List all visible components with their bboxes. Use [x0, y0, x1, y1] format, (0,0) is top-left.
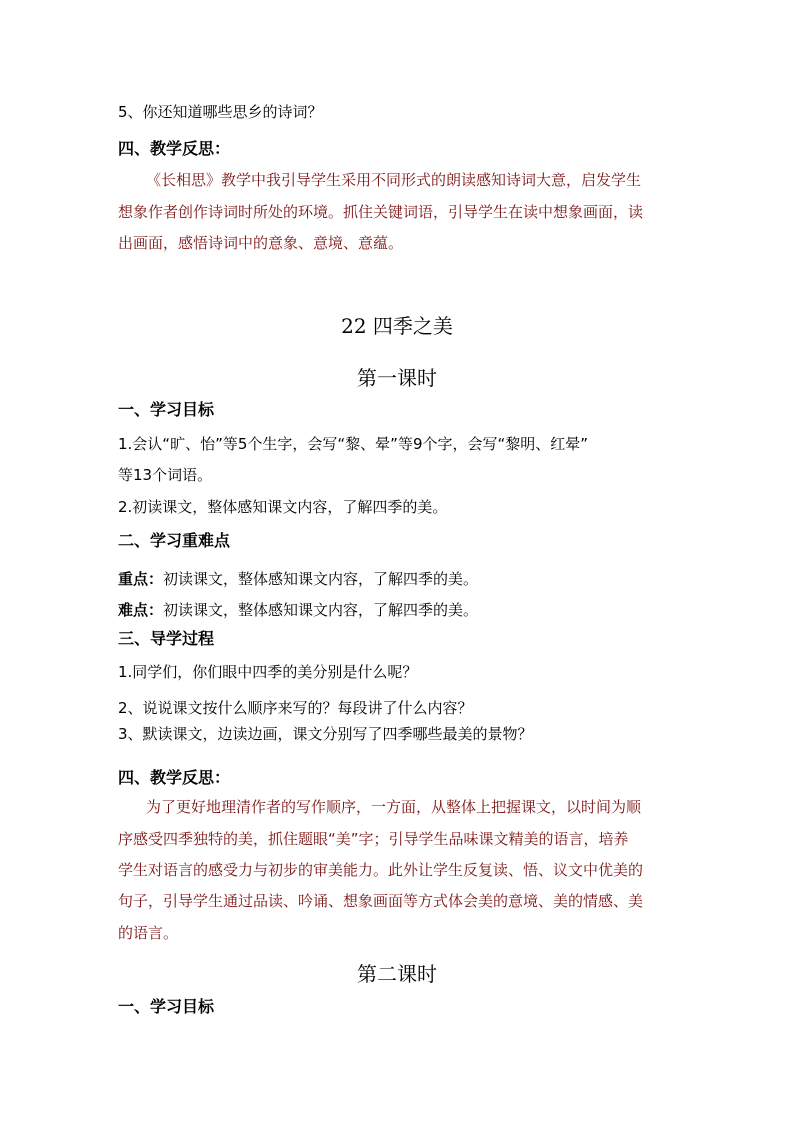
process-item: 2、说说课文按什么顺序来写的？每段讲了什么内容？ [118, 699, 473, 717]
period-title-2: 第二课时 [357, 962, 437, 986]
question-5: 5、你还知道哪些思乡的诗词？ [118, 103, 323, 121]
section-heading-process: 三、导学过程 [118, 629, 215, 648]
section-heading-reflection: 四、教学反思： [118, 139, 231, 158]
goal-2: 2.初读课文，整体感知课文内容，了解四季的美。 [118, 498, 448, 516]
process-item: 3、默读课文，边读边画，课文分别写了四季哪些最美的景物？ [118, 725, 533, 743]
lesson-title: 22 四季之美 [341, 314, 453, 338]
reflection-line: 想象作者创作诗词时所处的环境。抓住关键词语，引导学生在读中想象画面，读 [118, 203, 644, 221]
reflection-2-line: 为了更好地理清作者的写作顺序，一方面，从整体上把握课文，以时间为顺 [146, 798, 642, 816]
reflection-line: 《长相思》教学中我引导学生采用不同形式的朗读感知诗词大意，启发学生 [146, 171, 642, 189]
reflection-2-line: 句子，引导学生通过品读、吟诵、想象画面等方式体会美的意境、美的情感、美 [118, 892, 644, 910]
process-item: 1.同学们，你们眼中四季的美分别是什么呢？ [118, 663, 418, 681]
reflection-2-line: 学生对语言的感受力与初步的审美能力。此外让学生反复读、悟、议文中优美的 [118, 861, 644, 879]
key-point-text: 初读课文，整体感知课文内容，了解四季的美。 [163, 570, 479, 588]
key-point-label: 重点： [118, 570, 164, 588]
section-heading-key-points: 二、学习重难点 [118, 531, 231, 550]
reflection-line: 出画面，感悟诗词中的意象、意境、意蕴。 [118, 234, 404, 252]
goal-1-line-1: 1.会认“旷、怡”等5个生字，会写“黎、晕”等9个字，会写“黎明、红晕” [118, 435, 589, 453]
reflection-2-line: 的语言。 [118, 924, 179, 942]
period-title-1: 第一课时 [357, 366, 437, 390]
section-heading-reflection-2: 四、教学反思： [118, 768, 231, 787]
difficult-point-label: 难点： [118, 601, 164, 619]
difficult-point [118, 600, 478, 620]
section-heading-goals: 一、学习目标 [118, 400, 215, 419]
key-point [118, 569, 478, 589]
section-heading-goals-2: 一、学习目标 [118, 997, 215, 1016]
reflection-2-line: 序感受四季独特的美，抓住题眼“美”字；引导学生品味课文精美的语言，培养 [118, 830, 629, 848]
goal-1-line-2: 等13个词语。 [118, 466, 213, 484]
difficult-point-text: 初读课文，整体感知课文内容，了解四季的美。 [163, 601, 479, 619]
